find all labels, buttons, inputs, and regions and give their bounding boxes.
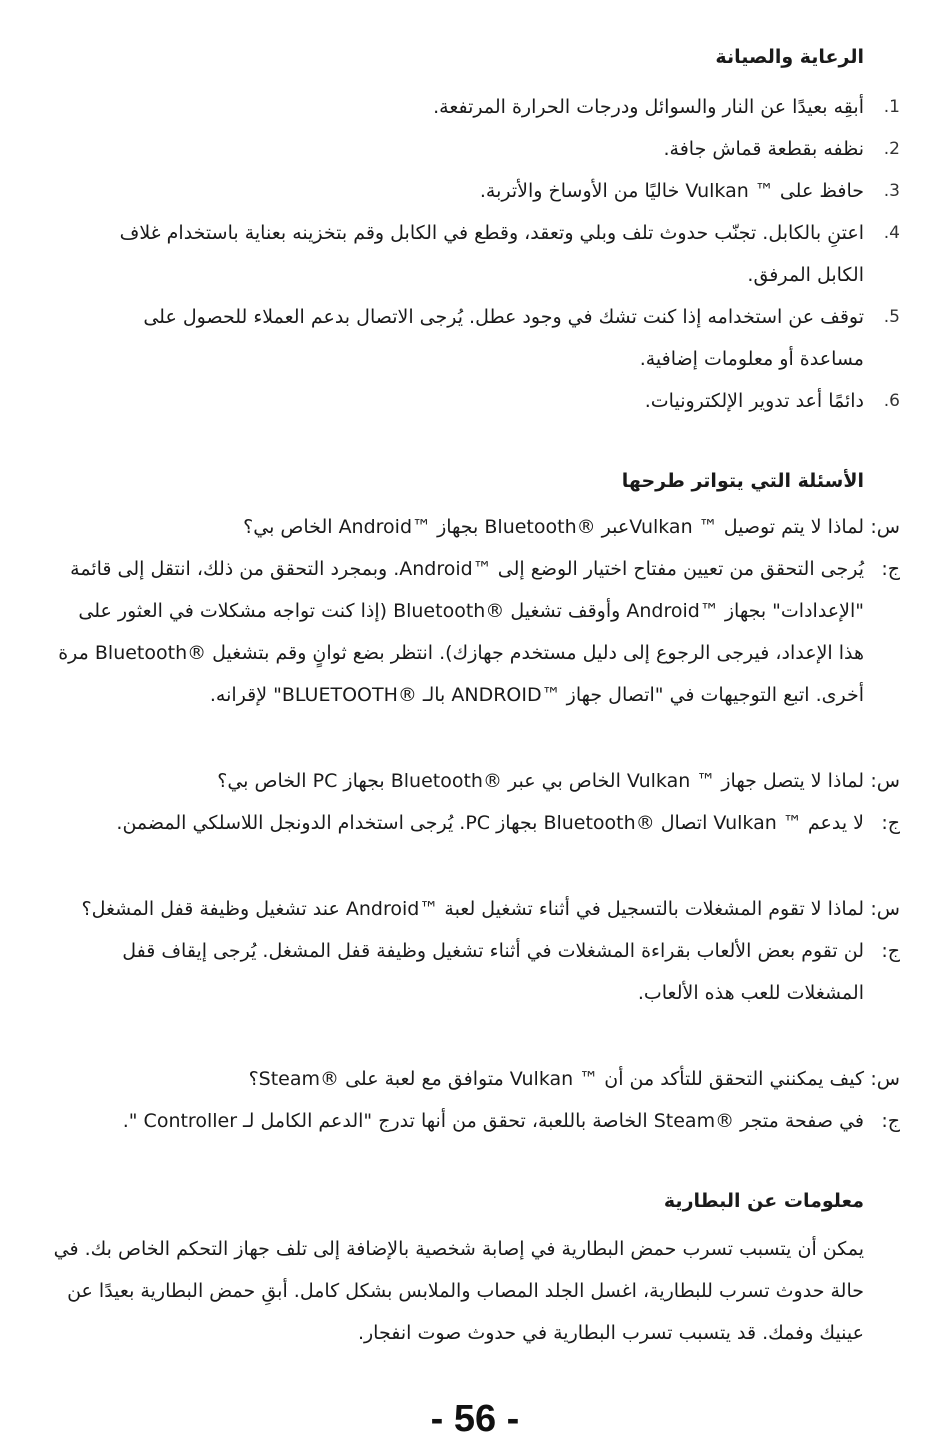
care-item-1 (80, 86, 900, 128)
answer-text: في صفحة متجر ®Steam الخاصة باللعبة، تحقق من أنها تدرج "الدعم الكامل لـ Controller ". (122, 1110, 864, 1132)
care-item-2 (80, 128, 900, 170)
question-prefix: س: (870, 898, 900, 920)
care-item-text: أبقِه بعيدًا عن النار والسوائل ودرجات الحرارة المرتفعة. (433, 96, 864, 118)
answer-prefix: ج: (881, 812, 900, 834)
care-list (80, 86, 900, 422)
faq-question (50, 1058, 900, 1100)
faq-answer (50, 1100, 900, 1142)
question-prefix: س: (870, 770, 900, 792)
question-text: لماذا لا تقوم المشغلات بالتسجيل في أثناء تشغيل لعبة ™Android عند تشغيل وظيفة قفل المشغل؟ (81, 898, 864, 920)
question-prefix: س: (870, 516, 900, 538)
care-heading: الرعاية والصيانة (715, 46, 864, 68)
answer-text: يُرجى التحقق من تعيين مفتاح اختيار الوضع إلى ™Android. وبمجرد التحقق من ذلك، انتقل إلى قائمة "الإعدادات" بجهاز ™Android وأوقف تشغيل ®Bluetooth (إذا كنت تواجه مشكلات في العثور على هذا الإعداد، فيرجى الرجوع إلى دليل مستخدم جهازك). انتظر بضع ثوانٍ وقم بتشغيل ®Bluetooth مرة أخرى. اتبع التوجيهات في "اتصال جهاز ™ANDROID بالـ ®BLUETOOTH" لإقرانه. (58, 558, 864, 706)
question-text: لماذا لا يتصل جهاز ™ Vulkan الخاص بي عبر ®Bluetooth بجهاز PC الخاص بي؟ (217, 770, 864, 792)
faq-question (50, 506, 900, 548)
page-number: - 56 - (430, 1398, 520, 1440)
answer-prefix: ج: (881, 558, 900, 580)
care-item-3 (80, 170, 900, 212)
care-item-number: 1. (883, 97, 900, 117)
care-item-6 (80, 380, 900, 422)
answer-text: لا يدعم ™ Vulkan اتصال ®Bluetooth بجهاز PC. يُرجى استخدام الدونجل اللاسلكي المضمن. (116, 812, 864, 834)
faq-heading: الأسئلة التي يتواتر طرحها (621, 470, 864, 492)
care-item-text: توقف عن استخدامه إذا كنت تشك في وجود عطل. يُرجى الاتصال بدعم العملاء للحصول على مساعدة أو معلومات إضافية. (143, 306, 864, 370)
answer-prefix: ج: (881, 940, 900, 962)
answer-text: لن تقوم بعض الألعاب بقراءة المشغلات في أثناء تشغيل وظيفة قفل المشغل. يُرجى إيقاف قفل المشغلات للعب هذه الألعاب. (122, 940, 864, 1004)
question-text: لماذا لا يتم توصيل ™ Vulkanعبر ®Bluetooth بجهاز ™Android الخاص بي؟ (243, 516, 864, 538)
faq-answer (50, 802, 900, 844)
care-item-number: 6. (883, 391, 900, 411)
answer-prefix: ج: (881, 1110, 900, 1132)
care-item-text: اعتنِ بالكابل. تجنّب حدوث تلف وبلي وتعقد، وقطع في الكابل وقم بتخزينه بعناية باستخدام غلاف الكابل المرفق. (119, 222, 864, 286)
care-item-number: 3. (883, 181, 900, 201)
battery-paragraph: يمكن أن يتسبب تسرب حمض البطارية في إصابة شخصية بالإضافة إلى تلف جهاز التحكم الخاص بك. في حالة حدوث تسرب للبطارية، اغسل الجلد المصاب والملابس بشكل كامل. أبقِ حمض البطارية بعيدًا عن عينيك وفمك. قد يتسبب تسرب البطارية في حدوث صوت انفجار. (53, 1238, 864, 1344)
care-item-number: 5. (883, 307, 900, 327)
faq-answer (50, 930, 900, 1014)
faq-question (50, 760, 900, 802)
question-text: كيف يمكنني التحقق للتأكد من أن ™ Vulkan متوافق مع لعبة على ®Steam؟ (248, 1068, 864, 1090)
care-item-text: حافظ على ™ Vulkan خاليًا من الأوساخ والأتربة. (479, 180, 864, 202)
question-prefix: س: (870, 1068, 900, 1090)
care-item-text: دائمًا أعد تدوير الإلكترونيات. (644, 390, 864, 412)
faq-answer (50, 548, 900, 716)
care-item-number: 4. (883, 223, 900, 243)
faq-question (50, 888, 900, 930)
faq-item-2 (50, 760, 900, 844)
care-item-text: نظفه بقطعة قماش جافة. (663, 138, 864, 160)
care-item-number: 2. (883, 139, 900, 159)
faq-item-4 (50, 1058, 900, 1142)
care-item-5 (80, 296, 900, 380)
document-page (50, 0, 900, 1444)
care-item-4 (80, 212, 900, 296)
faq-item-1 (50, 506, 900, 716)
battery-heading: معلومات عن البطارية (663, 1190, 864, 1212)
faq-item-3 (50, 888, 900, 1014)
